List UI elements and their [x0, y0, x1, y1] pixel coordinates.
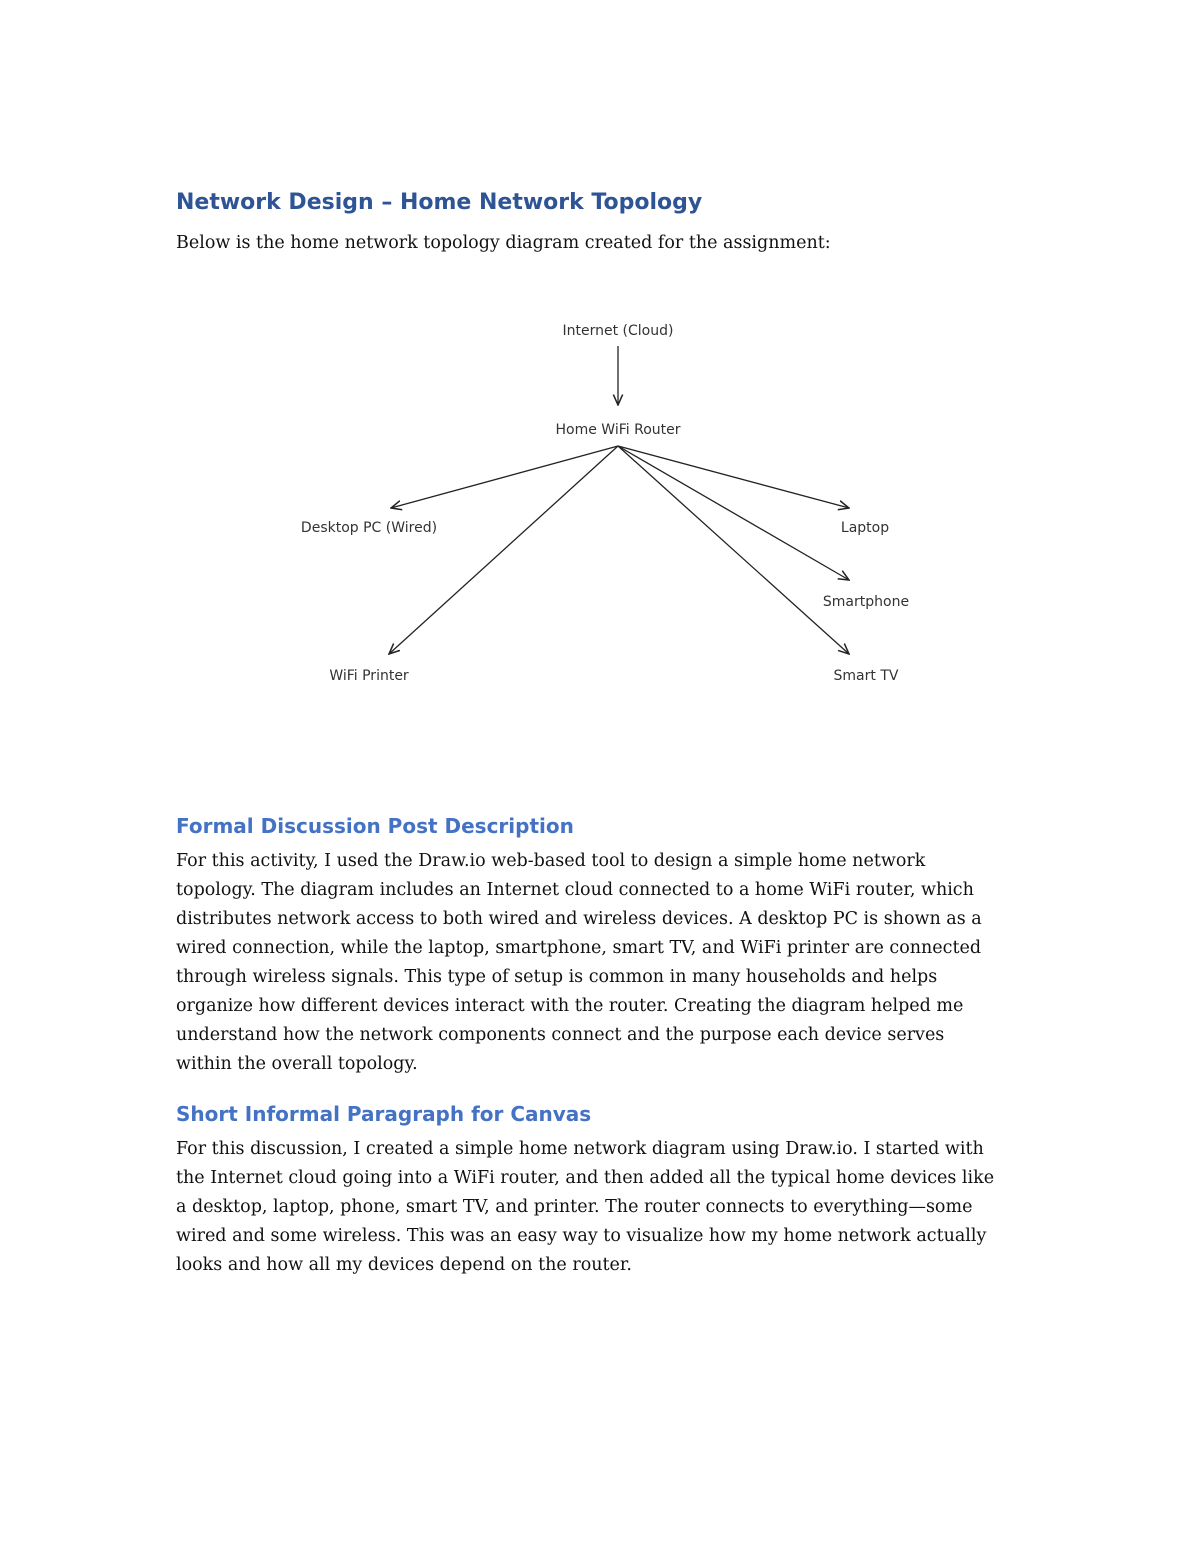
edge-router-printer: [389, 446, 618, 654]
document-title: Network Design – Home Network Topology: [176, 190, 703, 215]
node-internet-label: Internet (Cloud): [562, 323, 674, 339]
intro-paragraph: Below is the home network topology diagram created for the assignment:: [176, 233, 831, 253]
paragraph-line: organize how different devices interact with the router. Creating the diagram helped me: [176, 996, 964, 1016]
paragraph-line: understand how the network components connect and the purpose each device serves: [176, 1025, 945, 1045]
paragraph-line: looks and how all my devices depend on the router.: [176, 1255, 632, 1275]
node-smart-tv-label: Smart TV: [833, 668, 899, 684]
node-router-label: Home WiFi Router: [555, 422, 681, 438]
edge-router-desktop: [391, 446, 618, 508]
informal-paragraph: [176, 1135, 1036, 1280]
edge-router-laptop: [618, 446, 849, 508]
informal-section-heading: Short Informal Paragraph for Canvas: [176, 1102, 592, 1126]
paragraph-line: For this activity, I used the Draw.io web-based tool to design a simple home network: [176, 851, 926, 871]
node-printer-label: WiFi Printer: [329, 668, 409, 684]
paragraph-line: wired connection, while the laptop, smartphone, smart TV, and WiFi printer are connected: [176, 938, 982, 958]
edge-router-smartphone: [618, 446, 849, 580]
edge-router-smart-tv: [618, 446, 849, 654]
formal-paragraph: [176, 847, 1036, 1079]
paragraph-line: wired and some wireless. This was an easy way to visualize how my home network actually: [176, 1226, 987, 1246]
node-smartphone-label: Smartphone: [822, 594, 910, 610]
formal-section-heading: Formal Discussion Post Description: [176, 814, 574, 838]
paragraph-line: through wireless signals. This type of setup is common in many households and helps: [176, 967, 938, 987]
paragraph-line: within the overall topology.: [176, 1054, 418, 1074]
paragraph-line: the Internet cloud going into a WiFi router, and then added all the typical home devices like: [176, 1168, 995, 1188]
paragraph-line: distributes network access to both wired and wireless devices. A desktop PC is shown as a: [176, 909, 982, 929]
node-desktop-label: Desktop PC (Wired): [300, 520, 438, 536]
node-laptop-label: Laptop: [840, 520, 890, 536]
paragraph-line: topology. The diagram includes an Internet cloud connected to a home WiFi router, which: [176, 880, 974, 900]
paragraph-line: For this discussion, I created a simple home network diagram using Draw.io. I started with: [176, 1139, 984, 1159]
paragraph-line: a desktop, laptop, phone, smart TV, and printer. The router connects to everything—some: [176, 1197, 973, 1217]
